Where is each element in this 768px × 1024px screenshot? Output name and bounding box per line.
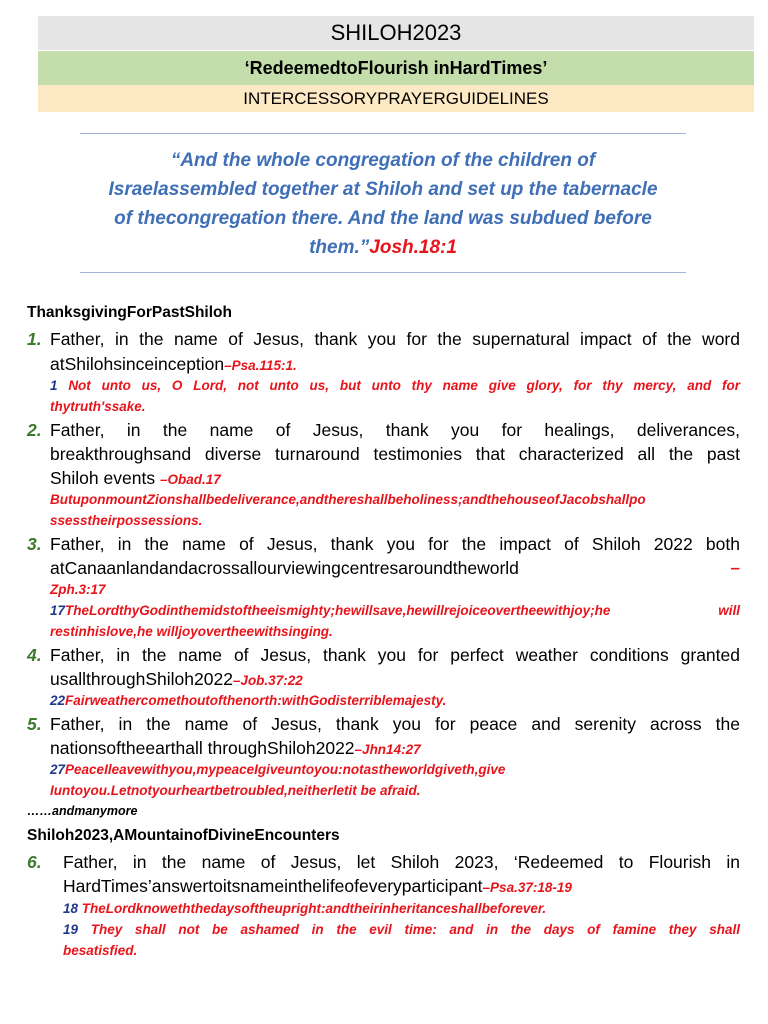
theme-banner: ‘RedeemedtoFlourish inHardTimes’ [38,51,754,85]
subtitle-banner: INTERCESSORYPRAYERGUIDELINES [38,85,754,112]
item-number: 3. [27,534,42,554]
reference-dash: – [730,558,740,577]
quote-line: Israelassembled together at Shiloh and set up the tabernacle [108,179,658,200]
verse-text: PeaceIleavewithyou,mypeaceIgiveuntoyou:notastheworldgiveth,give [65,762,506,777]
verse-number: 27 [50,762,66,777]
verse-line [63,898,740,919]
verse-line [50,375,740,396]
item-text-line: breakthroughsand diverse turnaround testimonies that characterized all the past [50,444,740,464]
quote-bottom-rule [80,272,686,273]
verse-number: 19 [63,922,79,937]
section-heading-thanksgiving: ThanksgivingForPastShiloh [27,304,232,321]
item-text-line [50,467,740,491]
item-text: atShilohsinceinception [50,354,225,374]
verse-line [50,759,740,780]
quote-line: them.” [309,237,370,258]
item-text-line: Father, in the name of Jesus, thank you for healings, deliverances, [50,420,740,440]
item-text-line: Father, in the name of Jesus, let Shiloh 2023, ‘Redeemed to Flourish in [63,852,740,872]
more-note: ……andmanymore [27,804,138,818]
item-number: 5. [27,714,42,734]
item-text-line: Father, in the name of Jesus, thank you for the supernatural impact of the word [50,329,740,349]
verse-text: TheLordthyGodinthemidstoftheeismighty;hewillsave,hewillrejoiceovertheewithjoy;he will [65,603,740,618]
verse-text: Not unto us, O Lord, not unto us, but unto thy name give glory, for thy mercy, and for [68,378,740,393]
scripture-reference: –Psa.115:1. [224,358,297,373]
item-text-line [50,668,740,692]
verse-line: thytruth'ssake. [50,399,146,414]
item-text: usallthroughShiloh2022 [50,669,233,689]
scripture-reference: Zph.3:17 [50,582,106,597]
verse-line [50,690,740,711]
verse-number: 22 [50,693,66,708]
item-text: HardTimes’answertoitsnameinthelifeofeveryparticipant [63,876,483,896]
item-number: 4. [27,645,42,665]
quote-reference: Josh.18:1 [369,237,457,258]
quote-line: of thecongregation there. And the land was subdued before [114,208,652,229]
scripture-reference: –Jhn14:27 [354,742,421,757]
verse-line: Iuntoyou.Letnotyourheartbetroubled,neitherletit be afraid. [50,783,421,798]
verse-line [63,919,740,940]
item-text-line: Father, in the name of Jesus, thank you for the impact of Shiloh 2022 both [50,534,740,554]
item-text-line [50,557,740,579]
verse-line [50,600,740,621]
scripture-quote [80,146,686,262]
item-text-line: Father, in the name of Jesus, thank you for perfect weather conditions granted [50,645,740,665]
verse-number: 18 [63,901,79,916]
quote-line: “And the whole congregation of the children of [170,150,596,171]
verse-text: Fairweathercomethoutofthenorth:withGodisterriblemajesty. [65,693,447,708]
verse-number: 1 [50,378,58,393]
verse-text: They shall not be ashamed in the evil time: and in the days of famine they shall [90,922,740,937]
item-text-line [63,875,740,899]
verse-line: ssesstheirpossessions. [50,513,203,528]
item-text-line [50,737,740,761]
item-text: atCanaanlandandacrossallourviewingcentresaroundtheworld [50,558,519,578]
item-number: 6. [27,852,42,872]
scripture-reference: –Job.37:22 [232,673,303,688]
verse-line: restinhislove,he willjoyovertheewithsinging. [50,624,333,639]
scripture-reference: –Psa.37:18-19 [482,880,572,895]
item-text-line: Father, in the name of Jesus, thank you for peace and serenity across the [50,714,740,734]
verse-line: ButuponmountZionshallbedeliverance,andthereshallbeholiness;andthehouseofJacobshallpo [50,492,646,507]
item-number: 1. [27,329,42,349]
section-heading-mountain: Shiloh2023,AMountainofDivineEncounters [27,827,340,844]
document-title: SHILOH2023 [38,16,754,50]
quote-top-rule [80,133,686,134]
item-number: 2. [27,420,42,440]
item-text: nationsoftheearthall throughShiloh2022 [50,738,355,758]
item-text-line [50,353,740,377]
scripture-reference: –Obad.17 [159,472,221,487]
item-text: Shiloh events [50,468,160,488]
verse-number: 17 [50,603,66,618]
verse-line: besatisfied. [63,943,138,958]
verse-text: TheLordknowe​ththedaysoftheupright:andtheirinheritanceshallbeforever. [81,901,547,916]
